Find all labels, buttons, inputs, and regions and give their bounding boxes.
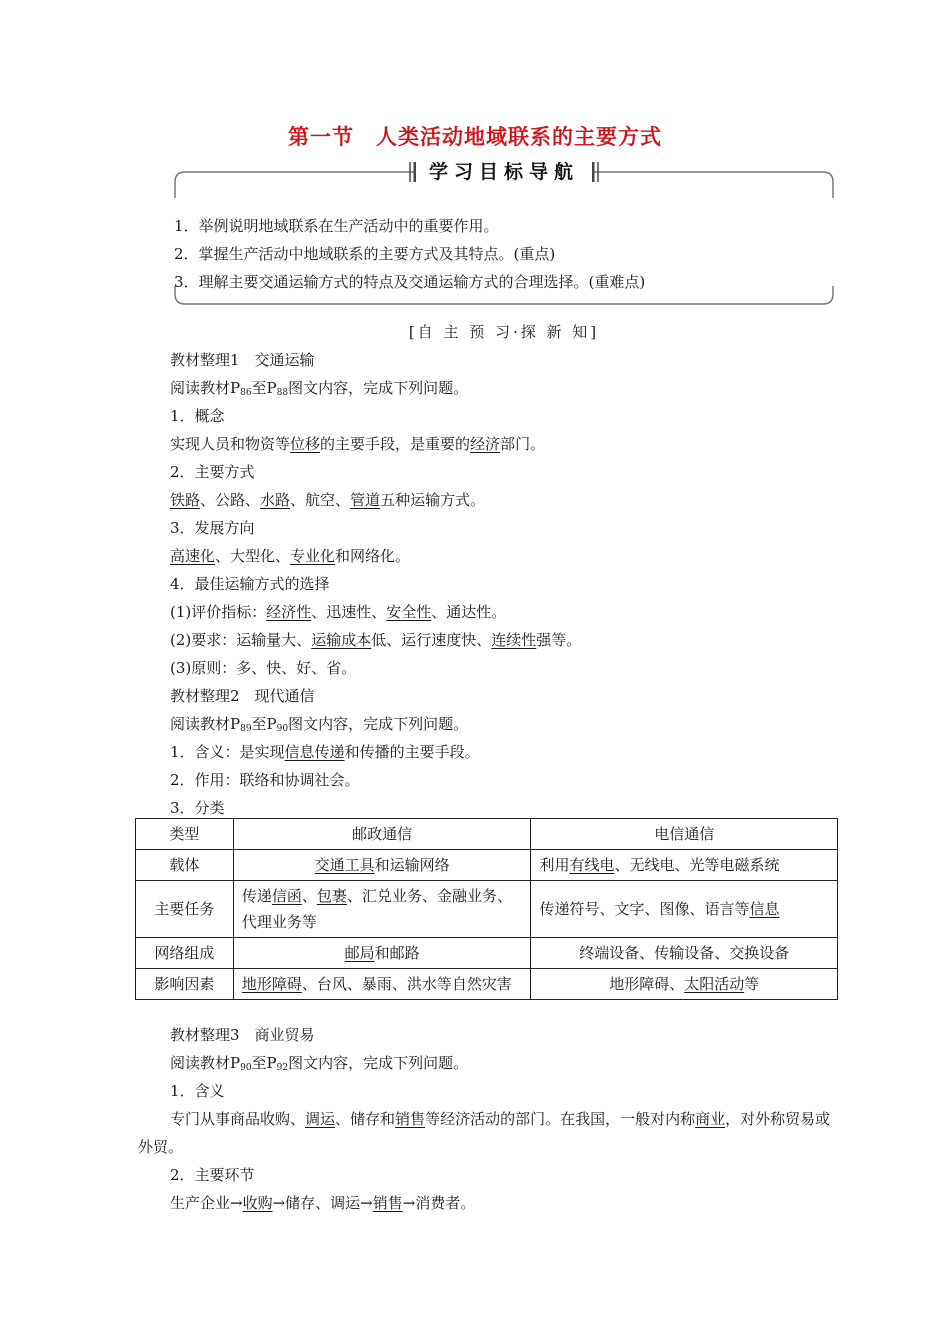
table-row-label: 主要任务 <box>136 881 234 938</box>
table-row-label: 网络组成 <box>136 938 234 969</box>
section-commerce <box>138 1021 838 1217</box>
s1-heading-trends: 3．发展方向 <box>170 519 255 537</box>
s1-title: 教材整理1 交通运输 <box>170 351 315 369</box>
table-row <box>136 969 838 1000</box>
s3-definition: 专门从事商品收购、调运、储存和销售等经济活动的部门。在我国，一般对内称商业，对外称贸易或外贸。 <box>138 1110 831 1156</box>
page-title: 第一节 人类活动地域联系的主要方式 <box>288 124 662 149</box>
table-row-label: 载体 <box>136 850 234 881</box>
s1-heading-modes: 2．主要方式 <box>170 463 255 481</box>
table-row-label: 影响因素 <box>136 969 234 1000</box>
table-cell: 邮局和邮路 <box>233 938 531 969</box>
objective-item: 1．举例说明地域联系在生产活动中的重要作用。 <box>174 217 499 235</box>
table-row <box>136 850 838 881</box>
table-header-row <box>136 819 838 850</box>
table-cell: 传递信函、包裹、汇兑业务、金融业务、代理业务等 <box>233 881 531 938</box>
s3-heading-meaning: 1．含义 <box>170 1082 225 1100</box>
s1-trends-text: 高速化、大型化、专业化和网络化。 <box>170 547 411 565</box>
s3-reading-instruction: 阅读教材$P_{90}$至$P_{92}$图文内容，完成下列问题。 <box>170 1054 469 1073</box>
s3-title: 教材整理3 商业贸易 <box>170 1026 315 1044</box>
table-header-cell: 类型 <box>136 819 234 850</box>
s1-heading-selection: 4．最佳运输方式的选择 <box>170 575 330 593</box>
s2-meaning: 1．含义：是实现信息传递和传播的主要手段。 <box>170 743 480 761</box>
s1-concept-text: 实现人员和物资等位移的主要手段，是重要的经济部门。 <box>170 435 546 453</box>
table-cell: 交通工具和运输网络 <box>233 850 531 881</box>
main-content <box>170 318 838 822</box>
s2-function: 2．作用：联络和协调社会。 <box>170 771 360 789</box>
objective-item: 3．理解主要交通运输方式的特点及交通运输方式的合理选择。(重难点) <box>174 273 646 291</box>
table-cell: 地形障碍、太阳活动等 <box>531 969 838 1000</box>
s2-reading-instruction: 阅读教材$P_{89}$至$P_{90}$图文内容，完成下列问题。 <box>170 715 469 734</box>
s3-heading-links: 2．主要环节 <box>170 1166 255 1184</box>
learning-objectives-box <box>174 158 834 310</box>
table-header-cell: 电信通信 <box>531 819 838 850</box>
table-cell: 传递符号、文字、图像、语言等信息 <box>531 881 838 938</box>
communication-table <box>135 818 838 1000</box>
table-row <box>136 881 838 938</box>
objectives-heading: 学习目标导航 <box>416 158 592 186</box>
s1-heading-concept: 1．概念 <box>170 407 225 425</box>
s1-selection-requirements: (2)要求：运输量大、运输成本低、运行速度快、连续性强等。 <box>170 631 582 649</box>
s1-modes-text: 铁路、公路、水路、航空、管道五种运输方式。 <box>170 491 486 509</box>
table-cell: 利用有线电、无线电、光等电磁系统 <box>531 850 838 881</box>
section-header: [自 主 预 习·探 新 知] <box>408 323 600 341</box>
objective-item: 2．掌握生产活动中地域联系的主要方式及其特点。(重点) <box>174 245 556 263</box>
s2-classification: 3．分类 <box>170 799 225 817</box>
table-row <box>136 938 838 969</box>
objectives-list <box>174 212 834 296</box>
table-cell: 地形障碍、台风、暴雨、洪水等自然灾害 <box>233 969 531 1000</box>
s3-chain-text: 生产企业→收购→储存、调运→销售→消费者。 <box>170 1194 476 1212</box>
s1-reading-instruction: 阅读教材$P_{86}$至$P_{88}$图文内容，完成下列问题。 <box>170 379 469 398</box>
s2-title: 教材整理2 现代通信 <box>170 687 315 705</box>
s1-selection-criteria: (1)评价指标：经济性、迅速性、安全性、通达性。 <box>170 603 507 621</box>
s1-selection-principle: (3)原则：多、快、好、省。 <box>170 659 357 677</box>
table-header-cell: 邮政通信 <box>233 819 531 850</box>
table-cell: 终端设备、传输设备、交换设备 <box>531 938 838 969</box>
